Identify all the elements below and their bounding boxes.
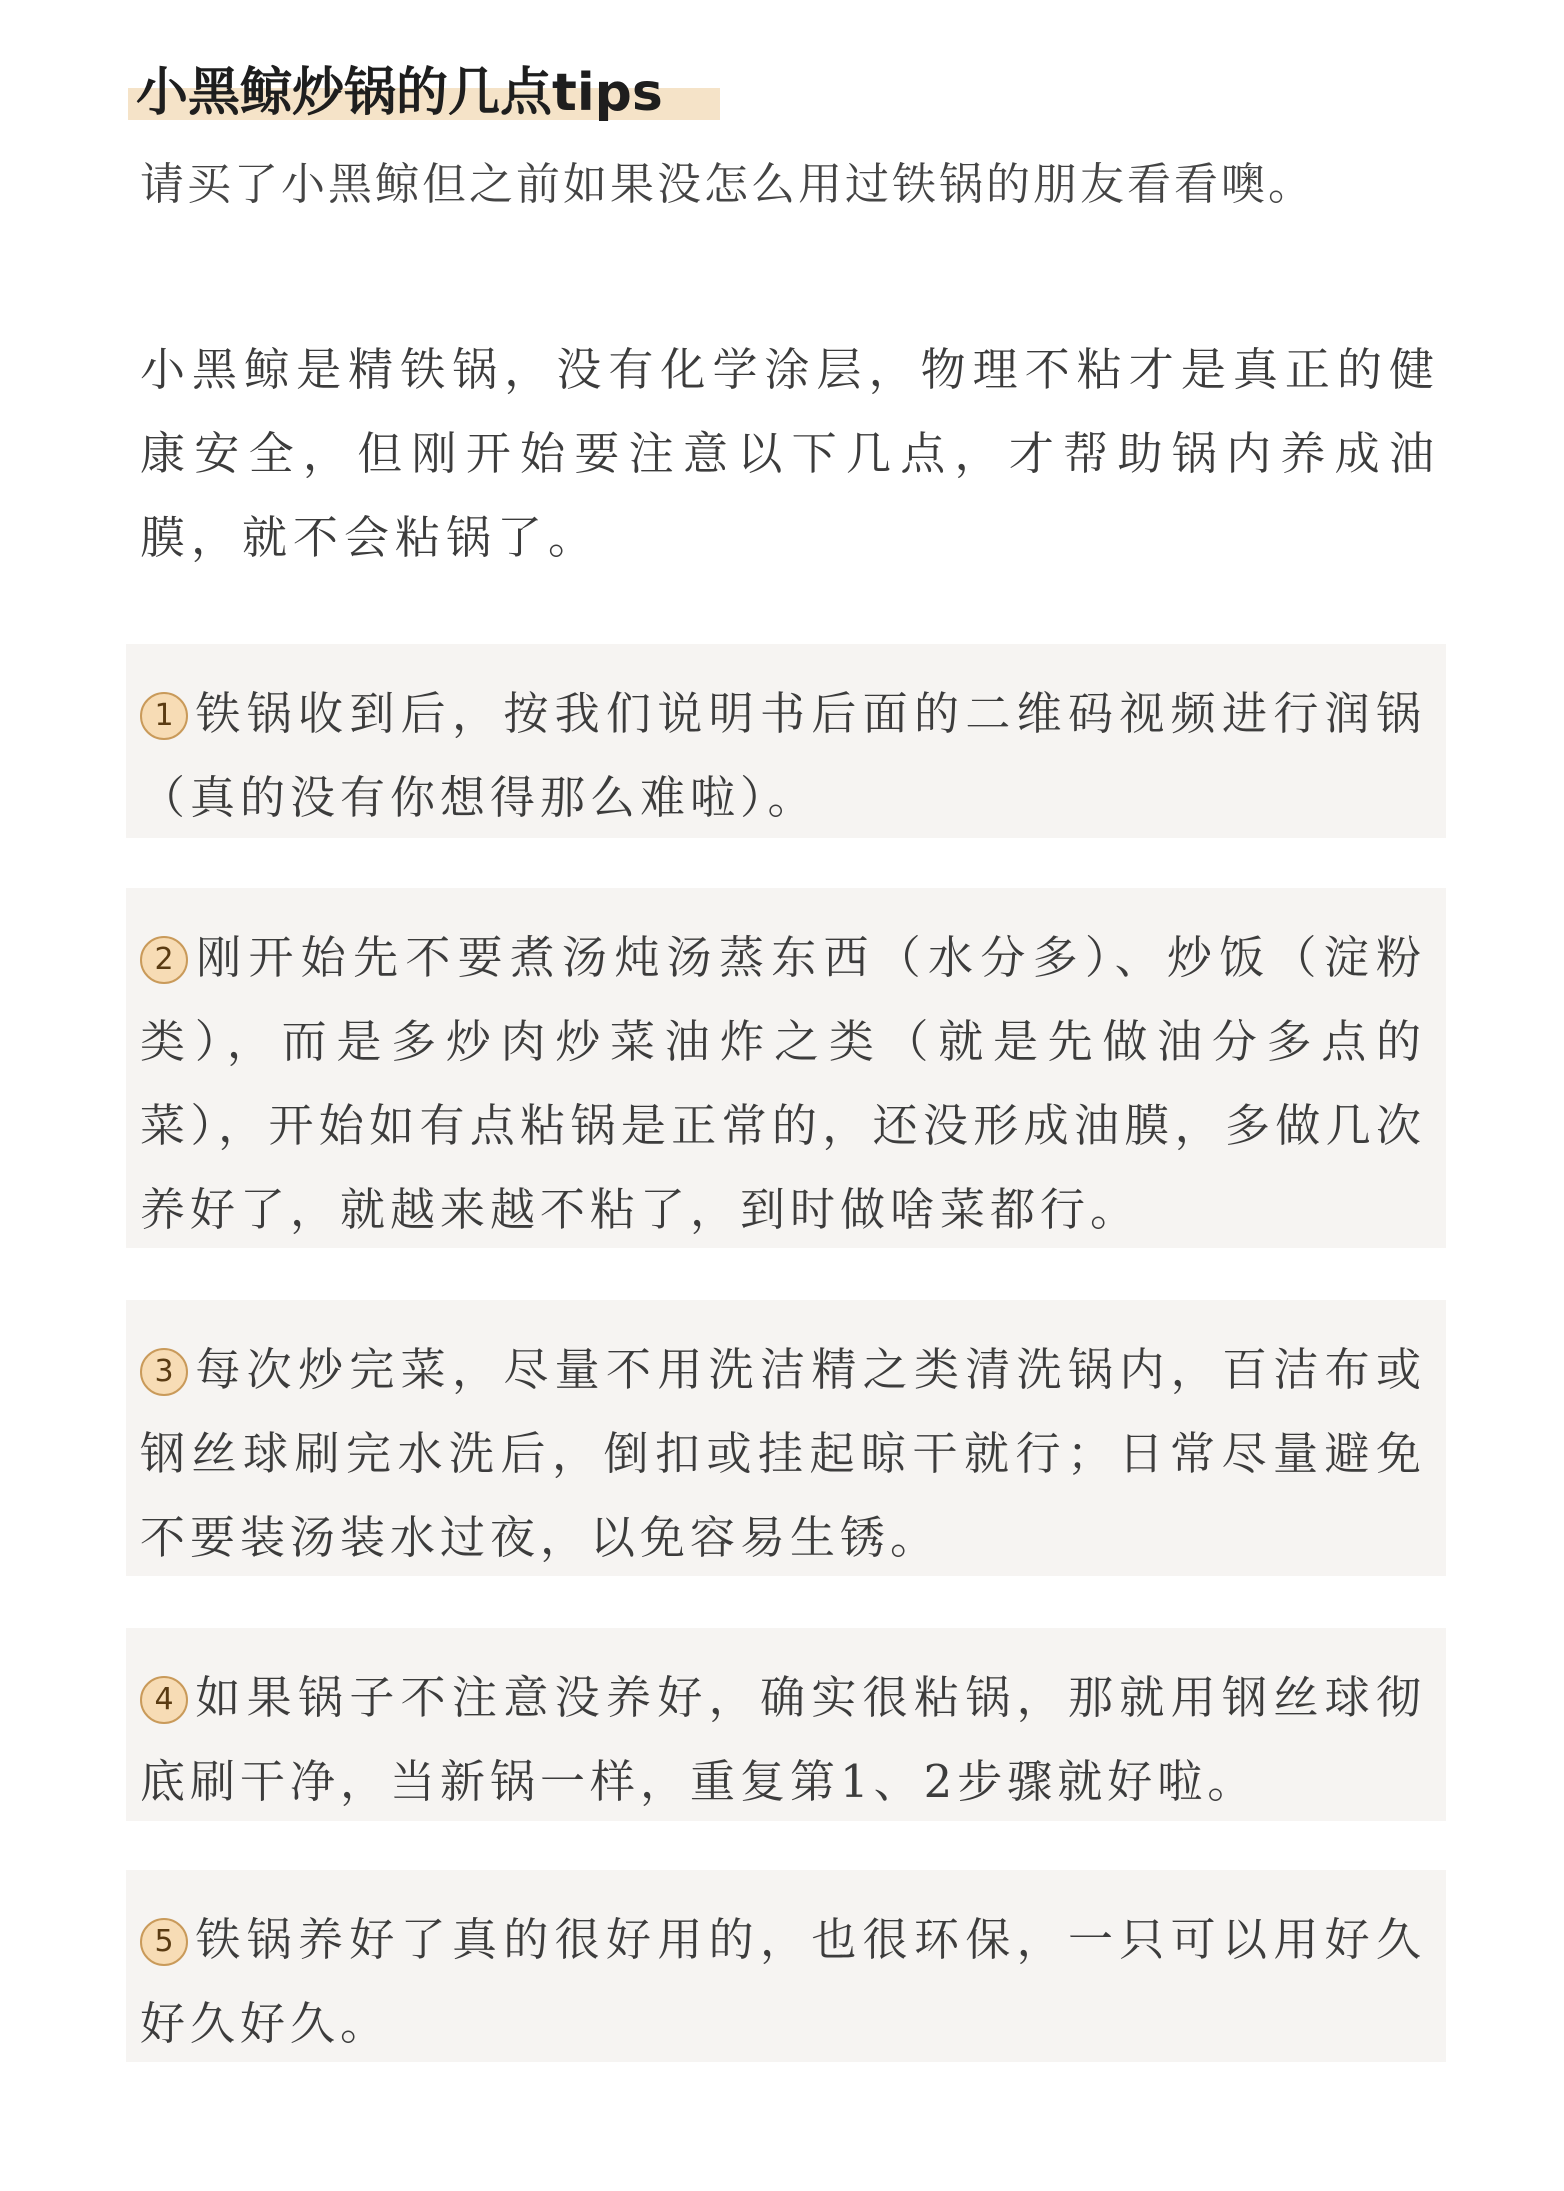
tip-number-badge: 4 <box>140 1676 188 1724</box>
tip-card-1 <box>126 644 1446 838</box>
tip-card-2 <box>126 888 1446 1248</box>
tip-number-badge: 1 <box>140 692 188 740</box>
tip-text: 刚开始先不要煮汤炖汤蒸东西（水分多）、炒饭（淀粉类），而是多炒肉炒菜油炸之类（就是先做油分多点的菜），开始如有点粘锅是正常的，还没形成油膜，多做几次养好了，就越来越不粘了，到时做啥菜都行。 <box>140 931 1426 1236</box>
title-block <box>128 58 663 128</box>
tip-card-4 <box>126 1628 1446 1821</box>
tip-paragraph <box>140 672 1426 840</box>
subtitle: 请买了小黑鲸但之前如果没怎么用过铁锅的朋友看看噢。 <box>140 159 1315 210</box>
tip-text: 每次炒完菜，尽量不用洗洁精之类清洗锅内，百洁布或钢丝球刷完水洗后，倒扣或挂起晾干就行；日常尽量避免不要装汤装水过夜，以免容易生锈。 <box>140 1343 1426 1564</box>
tip-number-badge: 3 <box>140 1348 188 1396</box>
tip-paragraph <box>140 1328 1426 1580</box>
intro-paragraph: 小黑鲸是精铁锅，没有化学涂层，物理不粘才是真正的健康安全，但刚开始要注意以下几点，才帮助锅内养成油膜，就不会粘锅了。 <box>140 343 1440 564</box>
tip-paragraph <box>140 916 1426 1252</box>
tip-card-3 <box>126 1300 1446 1576</box>
tip-number-badge: 2 <box>140 936 188 984</box>
tip-paragraph <box>140 1656 1426 1824</box>
tip-number-badge: 5 <box>140 1918 188 1966</box>
tip-text: 如果锅子不注意没养好，确实很粘锅，那就用钢丝球彻底刷干净，当新锅一样，重复第1、2步骤就好啦。 <box>140 1671 1426 1808</box>
tip-text: 铁锅养好了真的很好用的，也很环保，一只可以用好久好久好久。 <box>140 1913 1426 2050</box>
page-title: 小黑鲸炒锅的几点tips <box>136 63 663 123</box>
tip-paragraph <box>140 1898 1426 2066</box>
tip-text: 铁锅收到后，按我们说明书后面的二维码视频进行润锅（真的没有你想得那么难啦）。 <box>140 687 1426 824</box>
tip-card-5 <box>126 1870 1446 2062</box>
